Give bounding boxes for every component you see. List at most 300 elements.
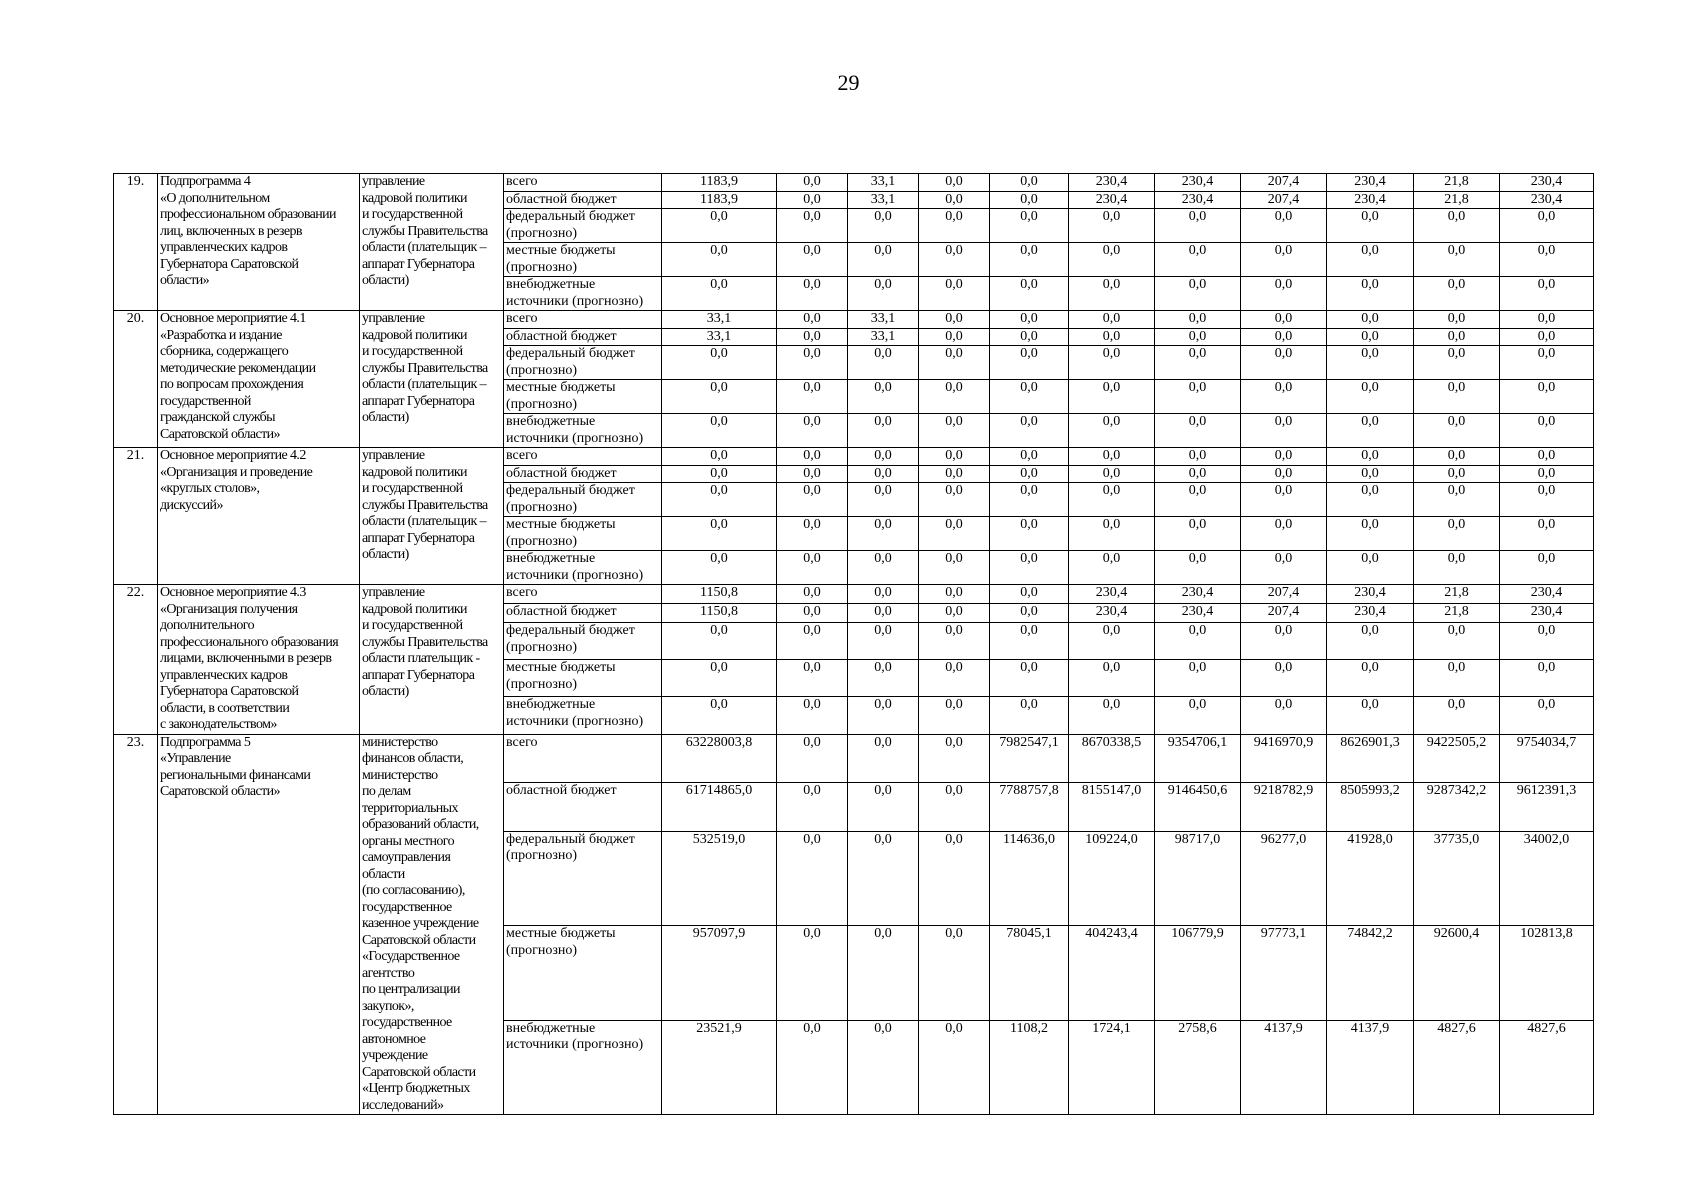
amount-cell: 230,4: [1500, 174, 1594, 192]
amount-cell: 0,0: [1414, 328, 1500, 346]
amount-cell: 0,0: [1500, 209, 1594, 243]
amount-cell: 0,0: [919, 191, 990, 209]
amount-cell: 230,4: [1500, 585, 1594, 604]
amount-cell: 114636,0: [990, 831, 1069, 925]
amount-cell: 0,0: [662, 277, 777, 311]
amount-cell: 0,0: [1069, 328, 1155, 346]
amount-cell: 33,1: [662, 328, 777, 346]
amount-cell: 0,0: [848, 517, 919, 551]
amount-cell: 0,0: [1241, 209, 1327, 243]
funding-source: федеральный бюджет (прогнозно): [504, 346, 662, 380]
amount-cell: 0,0: [777, 277, 848, 311]
amount-cell: 0,0: [1069, 346, 1155, 380]
amount-cell: 0,0: [848, 926, 919, 1020]
amount-cell: 0,0: [990, 174, 1069, 192]
amount-cell: 0,0: [990, 517, 1069, 551]
amount-cell: 0,0: [1327, 243, 1414, 277]
amount-cell: 0,0: [848, 346, 919, 380]
amount-cell: 0,0: [1155, 328, 1241, 346]
amount-cell: 0,0: [662, 380, 777, 414]
amount-cell: 0,0: [1414, 346, 1500, 380]
amount-cell: 0,0: [777, 1020, 848, 1114]
row-number: 20.: [114, 311, 158, 448]
amount-cell: 0,0: [1241, 623, 1327, 660]
amount-cell: 0,0: [1155, 209, 1241, 243]
amount-cell: 0,0: [662, 346, 777, 380]
amount-cell: 0,0: [1500, 346, 1594, 380]
row-number: 22.: [114, 585, 158, 735]
funding-source: местные бюджеты (прогнозно): [504, 517, 662, 551]
funding-source: внебюджетные источники (прогнозно): [504, 1020, 662, 1114]
amount-cell: 0,0: [919, 1020, 990, 1114]
amount-cell: 0,0: [848, 831, 919, 925]
amount-cell: 0,0: [919, 346, 990, 380]
amount-cell: 0,0: [990, 697, 1069, 734]
amount-cell: 0,0: [1155, 414, 1241, 448]
program-name: Основное мероприятие 4.2 «Организация и проведение «круглых столов», дискуссий»: [158, 448, 360, 585]
amount-cell: 0,0: [1241, 414, 1327, 448]
amount-cell: 0,0: [777, 783, 848, 832]
amount-cell: 0,0: [1500, 277, 1594, 311]
amount-cell: 102813,8: [1500, 926, 1594, 1020]
amount-cell: 0,0: [777, 697, 848, 734]
amount-cell: 0,0: [919, 734, 990, 783]
table-row: [114, 585, 1594, 604]
table-row: [114, 448, 1594, 466]
amount-cell: 0,0: [848, 551, 919, 585]
amount-cell: 0,0: [919, 551, 990, 585]
amount-cell: 0,0: [1155, 380, 1241, 414]
table-row: [114, 311, 1594, 329]
amount-cell: 0,0: [662, 660, 777, 697]
funding-source: федеральный бюджет (прогнозно): [504, 623, 662, 660]
amount-cell: 0,0: [777, 311, 848, 329]
amount-cell: 0,0: [1327, 346, 1414, 380]
amount-cell: 0,0: [1414, 243, 1500, 277]
amount-cell: 0,0: [1327, 465, 1414, 483]
amount-cell: 0,0: [777, 604, 848, 623]
amount-cell: 0,0: [1241, 465, 1327, 483]
amount-cell: 106779,9: [1155, 926, 1241, 1020]
amount-cell: 0,0: [919, 926, 990, 1020]
amount-cell: 0,0: [1327, 697, 1414, 734]
amount-cell: 0,0: [1327, 551, 1414, 585]
amount-cell: 0,0: [1241, 311, 1327, 329]
amount-cell: 0,0: [777, 926, 848, 1020]
funding-source: областной бюджет: [504, 191, 662, 209]
amount-cell: 230,4: [1327, 191, 1414, 209]
amount-cell: 0,0: [1155, 346, 1241, 380]
amount-cell: 0,0: [919, 604, 990, 623]
funding-source: всего: [504, 585, 662, 604]
amount-cell: 0,0: [1500, 483, 1594, 517]
amount-cell: 21,8: [1414, 174, 1500, 192]
amount-cell: 0,0: [990, 191, 1069, 209]
amount-cell: 0,0: [1414, 209, 1500, 243]
amount-cell: 0,0: [1155, 243, 1241, 277]
amount-cell: 0,0: [919, 448, 990, 466]
amount-cell: 0,0: [777, 483, 848, 517]
amount-cell: 0,0: [1327, 414, 1414, 448]
funding-source: областной бюджет: [504, 328, 662, 346]
amount-cell: 0,0: [1500, 660, 1594, 697]
amount-cell: 0,0: [919, 783, 990, 832]
amount-cell: 33,1: [662, 311, 777, 329]
amount-cell: 0,0: [1241, 551, 1327, 585]
amount-cell: 0,0: [1500, 243, 1594, 277]
amount-cell: 0,0: [1069, 697, 1155, 734]
amount-cell: 0,0: [848, 734, 919, 783]
amount-cell: 0,0: [1241, 517, 1327, 551]
funding-source: областной бюджет: [504, 465, 662, 483]
amount-cell: 2758,6: [1155, 1020, 1241, 1114]
amount-cell: 9416970,9: [1241, 734, 1327, 783]
amount-cell: 0,0: [662, 551, 777, 585]
amount-cell: 0,0: [1500, 697, 1594, 734]
amount-cell: 0,0: [1414, 517, 1500, 551]
amount-cell: 33,1: [848, 174, 919, 192]
amount-cell: 0,0: [777, 517, 848, 551]
amount-cell: 8626901,3: [1327, 734, 1414, 783]
amount-cell: 1108,2: [990, 1020, 1069, 1114]
amount-cell: 0,0: [919, 328, 990, 346]
amount-cell: 0,0: [919, 517, 990, 551]
funding-source: областной бюджет: [504, 783, 662, 832]
amount-cell: 230,4: [1327, 174, 1414, 192]
funding-source: внебюджетные источники (прогнозно): [504, 414, 662, 448]
amount-cell: 0,0: [662, 697, 777, 734]
amount-cell: 0,0: [990, 660, 1069, 697]
amount-cell: 0,0: [1414, 380, 1500, 414]
amount-cell: 0,0: [1069, 551, 1155, 585]
amount-cell: 109224,0: [1069, 831, 1155, 925]
amount-cell: 0,0: [1155, 623, 1241, 660]
amount-cell: 0,0: [1500, 517, 1594, 551]
amount-cell: 0,0: [777, 465, 848, 483]
amount-cell: 230,4: [1155, 174, 1241, 192]
amount-cell: 0,0: [1241, 277, 1327, 311]
amount-cell: 8155147,0: [1069, 783, 1155, 832]
amount-cell: 0,0: [662, 414, 777, 448]
amount-cell: 0,0: [919, 414, 990, 448]
amount-cell: 0,0: [1500, 380, 1594, 414]
amount-cell: 41928,0: [1327, 831, 1414, 925]
amount-cell: 0,0: [1414, 311, 1500, 329]
amount-cell: 97773,1: [1241, 926, 1327, 1020]
amount-cell: 0,0: [990, 604, 1069, 623]
amount-cell: 0,0: [990, 414, 1069, 448]
amount-cell: 0,0: [919, 697, 990, 734]
program-name: Основное мероприятие 4.1 «Разработка и издание сборника, содержащего методические рекомендации по вопросам прохождения государственной гражданской службы Саратовской области»: [158, 311, 360, 448]
amount-cell: 0,0: [848, 448, 919, 466]
amount-cell: 9612391,3: [1500, 783, 1594, 832]
amount-cell: 0,0: [919, 311, 990, 329]
amount-cell: 0,0: [1327, 448, 1414, 466]
amount-cell: 0,0: [777, 243, 848, 277]
amount-cell: 0,0: [662, 465, 777, 483]
amount-cell: 92600,4: [1414, 926, 1500, 1020]
amount-cell: 0,0: [1069, 243, 1155, 277]
amount-cell: 0,0: [777, 585, 848, 604]
amount-cell: 0,0: [919, 380, 990, 414]
amount-cell: 0,0: [990, 380, 1069, 414]
amount-cell: 33,1: [848, 328, 919, 346]
amount-cell: 78045,1: [990, 926, 1069, 1020]
amount-cell: 0,0: [848, 783, 919, 832]
amount-cell: 0,0: [848, 483, 919, 517]
amount-cell: 207,4: [1241, 585, 1327, 604]
amount-cell: 9754034,7: [1500, 734, 1594, 783]
amount-cell: 957097,9: [662, 926, 777, 1020]
amount-cell: 21,8: [1414, 585, 1500, 604]
row-number: 19.: [114, 174, 158, 311]
amount-cell: 0,0: [1155, 311, 1241, 329]
amount-cell: 1150,8: [662, 585, 777, 604]
amount-cell: 0,0: [1414, 660, 1500, 697]
amount-cell: 0,0: [848, 623, 919, 660]
funding-source: всего: [504, 734, 662, 783]
executor: министерство финансов области, министерство по делам территориальных образований области, органы местного самоуправления области (по согласованию), государственное казенное учреждение Саратовской области «Государственное агентство по централизации закупок», государственное автономное учреждение Саратовской области «Центр бюджетных исследований»: [360, 734, 504, 1115]
funding-source: федеральный бюджет (прогнозно): [504, 483, 662, 517]
amount-cell: 33,1: [848, 311, 919, 329]
amount-cell: 0,0: [1414, 697, 1500, 734]
program-name: Подпрограмма 4 «О дополнительном профессиональном образовании лиц, включенных в резерв управленческих кадров Губернатора Саратовской области»: [158, 174, 360, 311]
funding-source: областной бюджет: [504, 604, 662, 623]
amount-cell: 0,0: [1414, 483, 1500, 517]
amount-cell: 0,0: [919, 174, 990, 192]
funding-source: внебюджетные источники (прогнозно): [504, 277, 662, 311]
funding-source: всего: [504, 448, 662, 466]
amount-cell: 230,4: [1155, 191, 1241, 209]
amount-cell: 0,0: [990, 311, 1069, 329]
amount-cell: 0,0: [1069, 483, 1155, 517]
amount-cell: 96277,0: [1241, 831, 1327, 925]
funding-source: всего: [504, 311, 662, 329]
amount-cell: 0,0: [777, 831, 848, 925]
amount-cell: 0,0: [1327, 328, 1414, 346]
amount-cell: 0,0: [848, 243, 919, 277]
amount-cell: 0,0: [1500, 448, 1594, 466]
amount-cell: 0,0: [848, 277, 919, 311]
amount-cell: 0,0: [1500, 551, 1594, 585]
amount-cell: 0,0: [919, 277, 990, 311]
amount-cell: 0,0: [1069, 277, 1155, 311]
amount-cell: 34002,0: [1500, 831, 1594, 925]
amount-cell: 0,0: [1069, 465, 1155, 483]
amount-cell: 0,0: [777, 209, 848, 243]
amount-cell: 230,4: [1069, 191, 1155, 209]
amount-cell: 230,4: [1327, 585, 1414, 604]
amount-cell: 0,0: [1241, 483, 1327, 517]
table-row: [114, 174, 1594, 192]
row-number: 23.: [114, 734, 158, 1115]
amount-cell: 0,0: [919, 209, 990, 243]
amount-cell: 404243,4: [1069, 926, 1155, 1020]
amount-cell: 0,0: [1327, 483, 1414, 517]
amount-cell: 0,0: [1241, 448, 1327, 466]
amount-cell: 0,0: [1327, 623, 1414, 660]
amount-cell: 0,0: [990, 277, 1069, 311]
amount-cell: 0,0: [848, 660, 919, 697]
amount-cell: 0,0: [1155, 551, 1241, 585]
funding-source: федеральный бюджет (прогнозно): [504, 831, 662, 925]
amount-cell: 0,0: [990, 243, 1069, 277]
amount-cell: 0,0: [848, 209, 919, 243]
amount-cell: 1183,9: [662, 191, 777, 209]
amount-cell: 0,0: [1327, 209, 1414, 243]
amount-cell: 0,0: [1155, 277, 1241, 311]
amount-cell: 9422505,2: [1414, 734, 1500, 783]
amount-cell: 0,0: [777, 174, 848, 192]
amount-cell: 0,0: [777, 551, 848, 585]
funding-source: внебюджетные источники (прогнозно): [504, 697, 662, 734]
amount-cell: 0,0: [990, 623, 1069, 660]
amount-cell: 0,0: [919, 660, 990, 697]
amount-cell: 230,4: [1069, 604, 1155, 623]
amount-cell: 63228003,8: [662, 734, 777, 783]
amount-cell: 0,0: [1500, 311, 1594, 329]
amount-cell: 0,0: [1069, 209, 1155, 243]
amount-cell: 0,0: [1241, 346, 1327, 380]
amount-cell: 0,0: [1155, 448, 1241, 466]
amount-cell: 0,0: [1069, 380, 1155, 414]
amount-cell: 0,0: [848, 585, 919, 604]
amount-cell: 0,0: [919, 483, 990, 517]
executor: управление кадровой политики и государственной службы Правительства области плательщик - аппарат Губернатора области): [360, 585, 504, 735]
amount-cell: 0,0: [848, 380, 919, 414]
amount-cell: 207,4: [1241, 604, 1327, 623]
amount-cell: 21,8: [1414, 191, 1500, 209]
amount-cell: 0,0: [919, 585, 990, 604]
amount-cell: 0,0: [990, 328, 1069, 346]
amount-cell: 0,0: [1414, 551, 1500, 585]
amount-cell: 0,0: [777, 191, 848, 209]
amount-cell: 230,4: [1500, 604, 1594, 623]
amount-cell: 0,0: [777, 734, 848, 783]
amount-cell: 9146450,6: [1155, 783, 1241, 832]
amount-cell: 230,4: [1069, 174, 1155, 192]
table-row: [114, 734, 1594, 783]
amount-cell: 207,4: [1241, 191, 1327, 209]
amount-cell: 0,0: [1327, 277, 1414, 311]
amount-cell: 0,0: [848, 414, 919, 448]
amount-cell: 0,0: [990, 483, 1069, 517]
amount-cell: 0,0: [1155, 517, 1241, 551]
funding-source: внебюджетные источники (прогнозно): [504, 551, 662, 585]
amount-cell: 4827,6: [1500, 1020, 1594, 1114]
amount-cell: 0,0: [777, 623, 848, 660]
amount-cell: 0,0: [990, 585, 1069, 604]
amount-cell: 0,0: [1327, 380, 1414, 414]
amount-cell: 0,0: [777, 660, 848, 697]
amount-cell: 0,0: [919, 831, 990, 925]
amount-cell: 0,0: [1500, 414, 1594, 448]
amount-cell: 1724,1: [1069, 1020, 1155, 1114]
executor: управление кадровой политики и государственной службы Правительства области (плательщик – аппарат Губернатора области): [360, 311, 504, 448]
executor: управление кадровой политики и государственной службы Правительства области (плательщик – аппарат Губернатора области): [360, 448, 504, 585]
amount-cell: 0,0: [1155, 660, 1241, 697]
amount-cell: 8505993,2: [1327, 783, 1414, 832]
amount-cell: 9218782,9: [1241, 783, 1327, 832]
amount-cell: 230,4: [1327, 604, 1414, 623]
amount-cell: 0,0: [1414, 277, 1500, 311]
amount-cell: 0,0: [990, 448, 1069, 466]
program-name: Основное мероприятие 4.3 «Организация получения дополнительного профессионального образования лицами, включенными в резерв управленческих кадров Губернатора Саратовской области, в соответствии с законодательством»: [158, 585, 360, 735]
amount-cell: 0,0: [662, 448, 777, 466]
amount-cell: 21,8: [1414, 604, 1500, 623]
amount-cell: 0,0: [919, 623, 990, 660]
amount-cell: 0,0: [1500, 465, 1594, 483]
amount-cell: 0,0: [1414, 414, 1500, 448]
funding-source: местные бюджеты (прогнозно): [504, 380, 662, 414]
amount-cell: 0,0: [848, 1020, 919, 1114]
amount-cell: 532519,0: [662, 831, 777, 925]
amount-cell: 0,0: [777, 414, 848, 448]
funding-source: местные бюджеты (прогнозно): [504, 660, 662, 697]
amount-cell: 0,0: [990, 209, 1069, 243]
amount-cell: 0,0: [777, 448, 848, 466]
funding-source: местные бюджеты (прогнозно): [504, 926, 662, 1020]
amount-cell: 0,0: [777, 346, 848, 380]
program-name: Подпрограмма 5 «Управление региональными финансами Саратовской области»: [158, 734, 360, 1115]
amount-cell: 4827,6: [1414, 1020, 1500, 1114]
funding-source: федеральный бюджет (прогнозно): [504, 209, 662, 243]
amount-cell: 7982547,1: [990, 734, 1069, 783]
amount-cell: 1183,9: [662, 174, 777, 192]
amount-cell: 98717,0: [1155, 831, 1241, 925]
amount-cell: 0,0: [1155, 483, 1241, 517]
amount-cell: 33,1: [848, 191, 919, 209]
amount-cell: 0,0: [662, 483, 777, 517]
amount-cell: 23521,9: [662, 1020, 777, 1114]
amount-cell: 0,0: [1069, 311, 1155, 329]
amount-cell: 0,0: [1069, 448, 1155, 466]
amount-cell: 0,0: [777, 328, 848, 346]
amount-cell: 0,0: [1069, 660, 1155, 697]
amount-cell: 0,0: [990, 346, 1069, 380]
amount-cell: 0,0: [1241, 380, 1327, 414]
amount-cell: 0,0: [848, 465, 919, 483]
amount-cell: 0,0: [1241, 243, 1327, 277]
amount-cell: 61714865,0: [662, 783, 777, 832]
amount-cell: 0,0: [662, 243, 777, 277]
amount-cell: 0,0: [1069, 517, 1155, 551]
amount-cell: 0,0: [1327, 517, 1414, 551]
amount-cell: 0,0: [848, 697, 919, 734]
amount-cell: 4137,9: [1327, 1020, 1414, 1114]
amount-cell: 0,0: [662, 623, 777, 660]
amount-cell: 8670338,5: [1069, 734, 1155, 783]
amount-cell: 230,4: [1155, 585, 1241, 604]
amount-cell: 0,0: [1500, 328, 1594, 346]
amount-cell: 0,0: [1414, 448, 1500, 466]
amount-cell: 0,0: [1241, 328, 1327, 346]
amount-cell: 1150,8: [662, 604, 777, 623]
amount-cell: 0,0: [1414, 465, 1500, 483]
amount-cell: 0,0: [1241, 660, 1327, 697]
amount-cell: 230,4: [1155, 604, 1241, 623]
amount-cell: 207,4: [1241, 174, 1327, 192]
amount-cell: 37735,0: [1414, 831, 1500, 925]
amount-cell: 0,0: [1155, 465, 1241, 483]
amount-cell: 0,0: [1327, 660, 1414, 697]
amount-cell: 0,0: [919, 465, 990, 483]
amount-cell: 0,0: [662, 209, 777, 243]
amount-cell: 74842,2: [1327, 926, 1414, 1020]
amount-cell: 0,0: [1069, 414, 1155, 448]
amount-cell: 0,0: [848, 604, 919, 623]
amount-cell: 9354706,1: [1155, 734, 1241, 783]
